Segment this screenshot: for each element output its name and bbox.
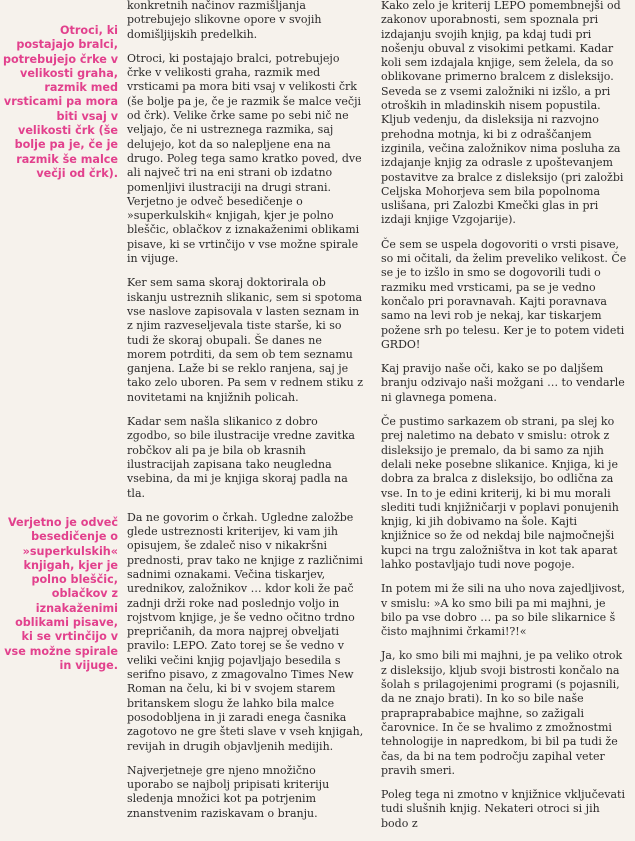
paragraph: Ker sem sama skoraj doktorirala ob iskanju ustreznih slikanic, sem si spotoma vse naslove zapisovala v lasten seznam in z njim razveseljevala tiste starše, ki so tudi že skoraj obupali. Še danes ne morem potrditi, da sem ob tem seznamu ganjena. Laže bi se reklo ranjena, saj je tako zelo uboren. Pa sem v rednem stiku z novitetami na knjižnih policah. [127, 276, 364, 404]
paragraph: Če sem se uspela dogovoriti o vrsti pisave, so mi očitali, da želim preveliko velikost. Če se je to izšlo in smo se dogovorili tudi o razmiku med vrsticami, pa se je vedno končalo pri poravnavah. Kajti poravnava samo na levi rob je nekaj, kar tiskarjem požene srh po telesu. Ker je to potem videti GRDO! [381, 237, 627, 351]
article-column-middle [127, 0, 364, 831]
paragraph: Kadar sem našla slikanico z dobro zgodbo, so bile ilustracije vredne zavitka robčkov ali pa je bila ob krasnih ilustracijah zapisana tako neugledna vsebina, da mi je knjiga skoraj padla na tla. [127, 415, 355, 500]
paragraph: Najverjetneje gre njeno množično uporabo se najbolj pripisati kriteriju sledenja množici kot pa potrjenim znanstvenim raziskavam o branju. [127, 763, 330, 820]
pull-quote: Otroci, ki postajajo bralci, potrebujejo črke v velikosti graha, razmik med vrsticami pa mora biti vsaj v velikosti črk (še bolje pa je, če je razmik še malce večji od črk). [2, 24, 118, 180]
paragraph: Da ne govorim o črkah. Ugledne založbe glede ustreznosti kriterijev, ki vam jih opisujem, še zdaleč niso v nikakršni prednosti, prav tako ne knjige z različnimi sadnimi oznakami. Večina tiskarjev, urednikov, založnikov … kdor koli že pač zadnji drži roke nad poslednjo voljo in rojstvom knjige, je še vedno očitno trdno prepričanih, da mora najprej obveljati pravilo: LEPO. Zato torej se še vedno v veliki večini knjig pojavljajo besedila s serifno pisavo, z zmagovalno Times New Roman na čelu, ki bi v svojem starem britanskem slogu že lahko bila malce posodobljena in ji zaradi enega časnika zagotovo ne gre šteti slave v vseh knjigah, revijah in drugih objavljenih medijih. [127, 510, 364, 753]
paragraph: Kaj pravijo naše oči, kako se po daljšem branju odzivajo naši možgani … to vendarle ni glavnega pomena. [381, 362, 625, 404]
paragraph: Poleg tega ni zmotno v knjižnice vključevati tudi slušnih knjig. Nekateri otroci si jih bodo z [381, 788, 625, 830]
paragraph: Če pustimo sarkazem ob strani, pa slej ko prej naletimo na debato v smislu: otrok z disleksijo je premalo, da bi samo za njih delali neke posebne slikanice. Knjiga, ki je dobra za bralca z disleksijo, bo odlična za vse. In to je edini kriterij, ki bi mu morali slediti tudi knjižničarji v poplavi ponujenih knjig, ki jih dobivamo na šole. Kajti knjižnice so že od nekdaj bile najmočnejši kupci na trgu založništva in kot tak aparat lahko postavljajo tudi nove pogoje. [381, 415, 619, 571]
paragraph: Ja, ko smo bili mi majhni, je pa veliko otrok z disleksijo, kljub svoji bistrosti končalo na šolah s prilagojenimi programi (s pojasnili, da ne znajo brati). In ko so bile naše prapraprababice majhne, so zažigali čarovnice. In če se hvalimo z zmožnostmi tehnologije in napredkom, bi bil pa tudi že čas, da bi na tem področju zapihal veter pravih smeri. [381, 649, 623, 777]
article-column-right [381, 0, 629, 841]
pull-quote: Verjetno je odveč besedičenje o »superkulskih« knjigah, kjer je polno bleščic, oblačkov z iznakaženimi oblikami pisave, ki se vrtinčijo v vse možne spirale in vijuge. [4, 516, 118, 672]
paragraph: Kako zelo je kriterij LEPO pomembnejši od zakonov uporabnosti, sem spoznala pri izdajanju svojih knjig, pa kdaj tudi pri nošenju obuval z visokimi petkami. Kadar koli sem izdajala knjige, sem želela, da so oblikovane primerno bralcem z disleksijo. Seveda se z vsemi založniki ni izšlo, a pri otroških in mladinskih nisem popustila. Kljub vedenju, da disleksija ni razvojno prehodna motnja, ki bi z odraščanjem izginila, večina založnikov nima posluha za izdajanje knjig za odrasle z upoštevanjem postavitve za bralce z disleksijo (pri založbi Celjska Mohorjeva sem bila popolnoma uslišana, pri Zalozbi Kmečki glas in pri izdaji knjige Vzgojarije). [381, 0, 624, 227]
paragraph: konkretnih načinov razmišljanja potrebujejo slikovne opore v svojih domišljijskih predelkih. [127, 0, 322, 41]
paragraph: Otroci, ki postajajo bralci, potrebujejo črke v velikosti graha, razmik med vrsticami pa mora biti vsaj v velikosti črk (še bolje pa je, če je razmik še malce večji od črk). Velike črke same po sebi nič ne veljajo, če ni ustreznega razmika, saj delujejo, kot da so nalepljene ena na drugo. Poleg tega samo kratko poved, dve ali največ tri na eni strani ob izdatno pomenljivi ilustraciji na drugi strani. Verjetno je odveč besedičenje o »superkulskih« knjigah, kjer je polno bleščic, oblačkov z iznakaženimi oblikami pisave, ki se vrtinčijo v vse možne spirale in vijuge. [127, 51, 362, 266]
paragraph: In potem mi že sili na uho nova zajedljivost, v smislu: »A ko smo bili pa mi majhni, je bilo pa vse dobro … pa so bile slikarnice š čisto majhnimi črkami!?!« [381, 582, 625, 639]
